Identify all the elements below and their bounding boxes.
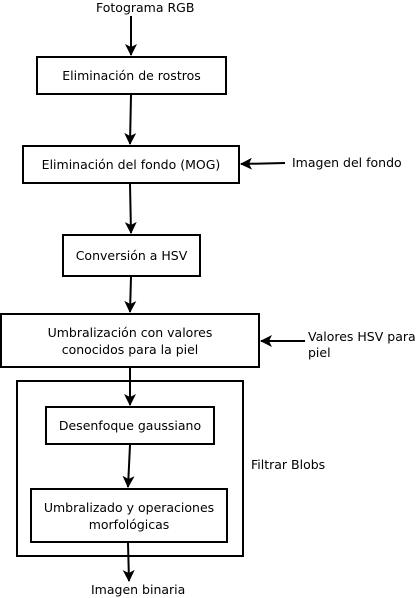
output-label: Imagen binaria <box>91 582 186 597</box>
input-label: Fotograma RGB <box>96 0 195 15</box>
step-hsv-conversion: Conversión a HSV <box>62 234 201 277</box>
arrow-background-image-input <box>241 163 285 164</box>
step-gaussian-blur: Desenfoque gaussiano <box>45 406 215 445</box>
filter-blobs-label: Filtrar Blobs <box>251 457 326 472</box>
hsv-values-label: Valores HSV para piel <box>308 329 416 360</box>
step-background-removal: Eliminación del fondo (MOG) <box>22 145 240 184</box>
step-face-removal: Eliminación de rostros <box>36 56 227 95</box>
arrow-background-removal-to-hsv <box>130 184 131 233</box>
step-skin-threshold: Umbralización con valores conocidos para la piel <box>0 313 260 368</box>
arrow-face-removal-to-background-removal <box>130 95 131 144</box>
step-morphology: Umbralizado y operaciones morfológicas <box>30 488 228 543</box>
background-image-label: Imagen del fondo <box>292 155 402 170</box>
arrow-hsv-to-threshold <box>130 277 131 312</box>
